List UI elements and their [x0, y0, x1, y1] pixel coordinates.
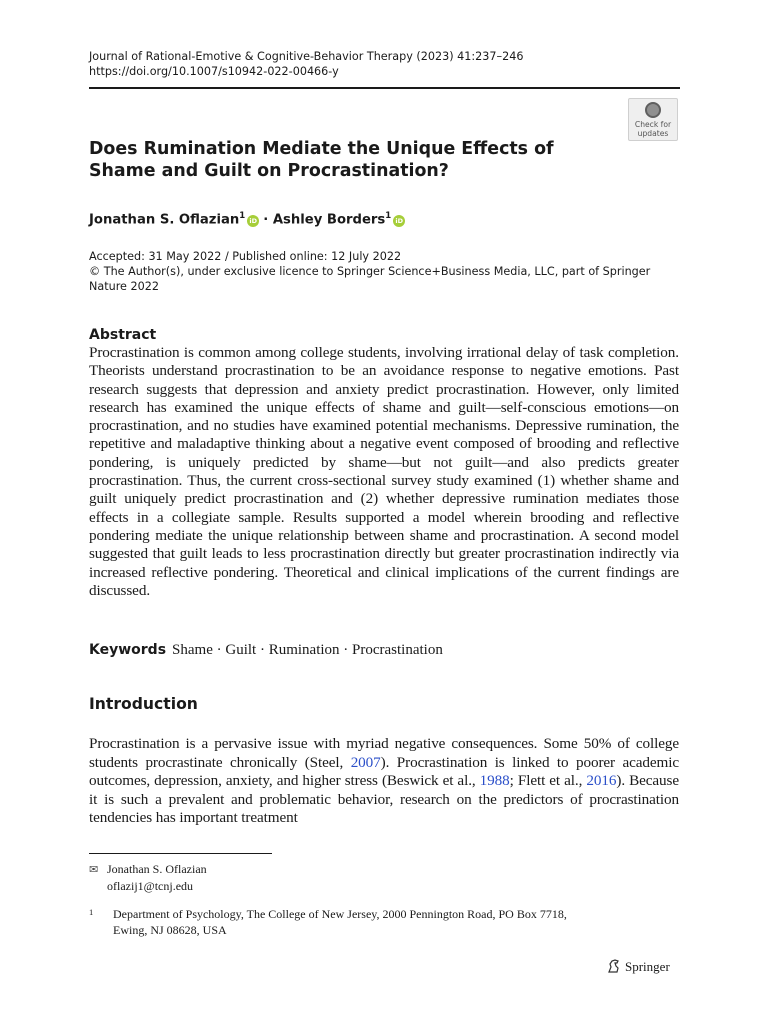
- citation-link[interactable]: 1988: [479, 772, 510, 790]
- publisher-logo: [606, 958, 670, 976]
- author-name[interactable]: Jonathan S. Oflazian: [89, 212, 240, 228]
- affiliation-marker: 1: [385, 211, 392, 221]
- copyright-notice: © The Author(s), under exclusive licence to Springer Science+Business Media, LLC, part of Springer Nature 2022: [89, 265, 651, 293]
- abstract-heading: Abstract: [89, 327, 157, 343]
- envelope-icon: ✉: [89, 864, 99, 876]
- author-separator: ·: [263, 212, 269, 228]
- accepted-published-dates: Accepted: 31 May 2022 / Published online: 12 July 2022: [89, 250, 402, 263]
- author-list: [89, 207, 409, 229]
- citation-link[interactable]: 2007: [350, 753, 381, 771]
- author-name[interactable]: Ashley Borders: [272, 212, 386, 228]
- doi-link[interactable]: https://doi.org/10.1007/s10942-022-00466-y: [89, 65, 339, 78]
- keywords: [89, 641, 443, 659]
- orcid-icon[interactable]: iD: [393, 215, 405, 227]
- keywords-list: Shame · Guilt · Rumination · Procrastination: [172, 642, 443, 658]
- introduction-heading: Introduction: [89, 695, 198, 713]
- crossmark-label: Check for updates: [634, 120, 672, 138]
- affiliation-number: 1: [89, 907, 94, 917]
- footnote-rule: [89, 853, 272, 854]
- abstract-body: Procrastination is common among college students, involving irrational delay of task completion. Theorists understand procrastination to be an avoidance response to negative emotions. Past research suggests that depression and anxiety predict procrastination. However, only limited research has examined the unique effects of shame and guilt—self-conscious emotions—on procrastination, and no studies have examined potential mechanisms. Depressive rumination, the repetitive and maladaptive thinking about a negative event composed of brooding and reflective pondering, is uniquely predicted by shame—but not guilt—and also predicts greater procrastination. Thus, the current cross-sectional survey study examined (1) whether shame and guilt uniquely predict procrastination and (2) whether depressive rumination mediates those effects in a collegiate sample. Results supported a model wherein brooding and reflective pondering mediate the unique relationship between shame and procrastination. A second model suggested that guilt leads to less procrastination directly but greater procrastination indirectly via increased reflective pondering. Theoretical and clinical implications of the current findings are discussed.: [89, 344, 679, 599]
- corresponding-author-name: Jonathan S. Oflazian: [107, 862, 207, 876]
- citation-link[interactable]: 2016: [586, 772, 617, 790]
- header-rule: [89, 87, 680, 89]
- keywords-label: Keywords: [89, 642, 167, 658]
- corresponding-author-email[interactable]: oflazij1@tcnj.edu: [107, 878, 194, 893]
- introduction-body: Procrastination is a pervasive issue with myriad negative consequences. Some 50% of college students procrastinate chronically (Steel, 2007). Procrastination is linked to poorer academic outcomes, depression, anxiety, and higher stress (Beswick et al., 1988; Flett et al., 2016). Because it is such a prevalent and problematic behavior, research on the predictors of procrastination tendencies has important treatment: [89, 735, 679, 827]
- publication-dates: [89, 249, 689, 294]
- journal-citation: Journal of Rational-Emotive & Cognitive-Behavior Therapy (2023) 41:237–246: [89, 50, 524, 63]
- springer-horse-icon: [606, 958, 622, 974]
- paper-title: Does Rumination Mediate the Unique Effects of Shame and Guilt on Procrastination?: [89, 139, 554, 181]
- orcid-icon[interactable]: iD: [247, 215, 259, 227]
- check-for-updates-badge[interactable]: [628, 98, 678, 141]
- journal-header: [89, 49, 523, 79]
- affiliation-footnote: 1 Department of Psychology, The College of New Jersey, 2000 Pennington Road, PO Box 7718, Ewing, NJ 08628, USA: [89, 907, 567, 937]
- affiliation-marker: 1: [239, 211, 246, 221]
- publisher-name: Springer: [625, 959, 670, 974]
- crossmark-icon: [645, 102, 661, 118]
- corresponding-author: [89, 862, 207, 894]
